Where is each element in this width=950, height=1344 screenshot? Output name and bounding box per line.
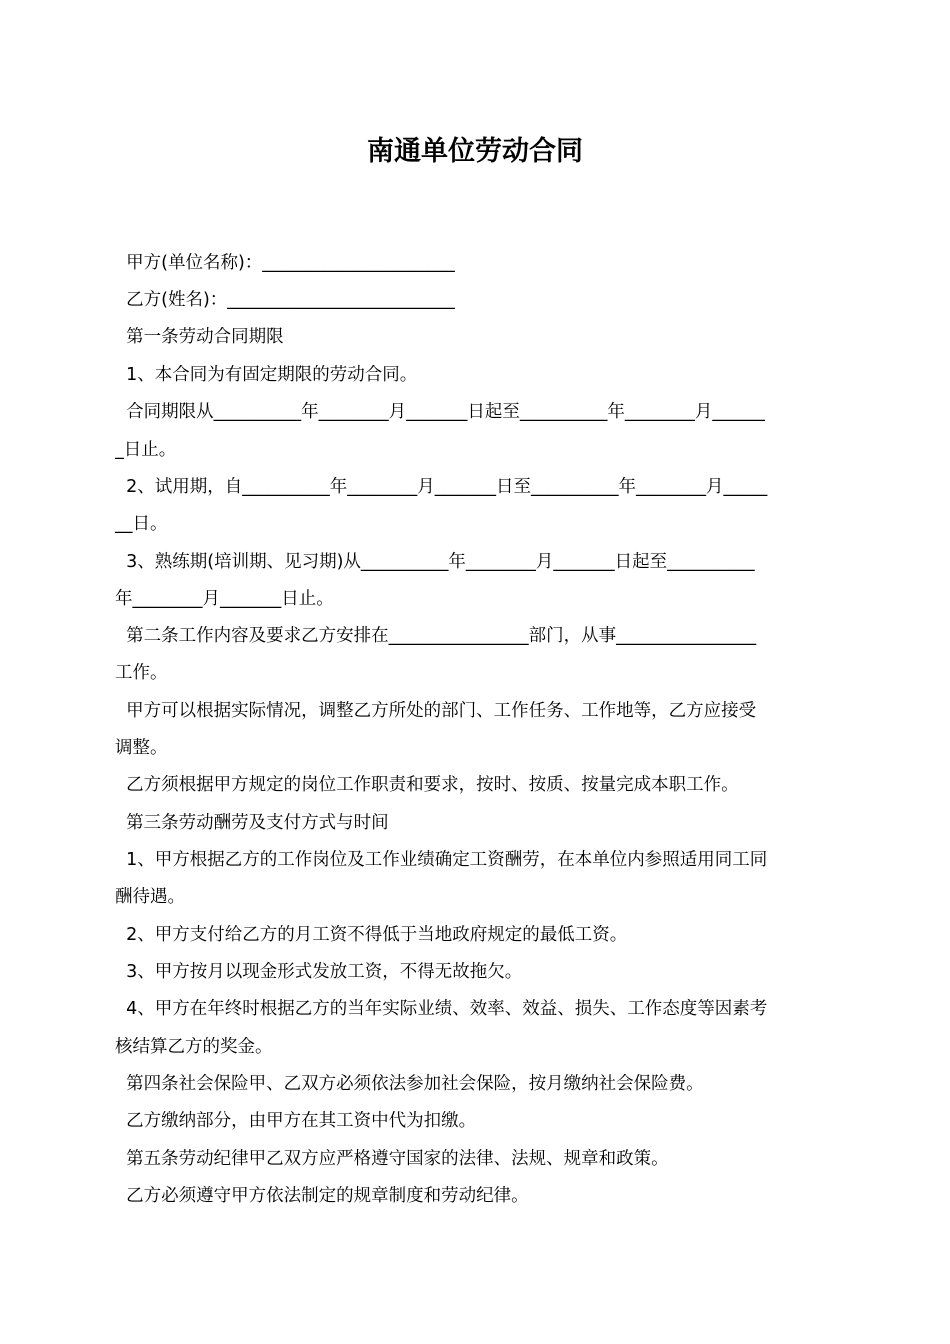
article-4-heading: 第四条社会保险甲、乙双方必须依法参加社会保险，按月缴纳社会保险费。 (115, 1074, 704, 1094)
article-5-heading: 第五条劳动纪律甲乙双方应严格遵守国家的法律、法规、规章和政策。 (115, 1149, 669, 1169)
paragraph-line: 2、试用期，自__________年________月_______日至__________年________月_____ (115, 477, 768, 497)
paragraph-line: 3、熟练期(培训期、见习期)从__________年________月_______日起至__________ (115, 552, 755, 572)
paragraph-line: 乙方必须遵守甲方依法制定的规章制度和劳动纪律。 (115, 1186, 529, 1206)
paragraph-line: 调整。 (115, 738, 168, 758)
paragraph-line: _日止。 (115, 440, 177, 460)
paragraph-line: 核结算乙方的奖金。 (115, 1037, 273, 1057)
paragraph-line: 合同期限从__________年________月_______日起至__________年________月______ (115, 402, 765, 422)
paragraph-line: __日。 (115, 514, 168, 534)
paragraph-line: 甲方可以根据实际情况，调整乙方所处的部门、工作任务、工作地等，乙方应接受 (115, 701, 757, 721)
paragraph-line: 乙方缴纳部分，由甲方在其工资中代为扣缴。 (115, 1111, 477, 1131)
article-2-heading: 第二条工作内容及要求乙方安排在________________部门，从事________________ (115, 626, 757, 646)
paragraph-line: 年________月_______日止。 (115, 589, 334, 609)
paragraph-line: 2、甲方支付给乙方的月工资不得低于当地政府规定的最低工资。 (115, 925, 628, 945)
paragraph-line: 1、本合同为有固定期限的劳动合同。 (115, 365, 418, 385)
paragraph-line: 4、甲方在年终时根据乙方的当年实际业绩、效率、效益、损失、工作态度等因素考 (115, 999, 768, 1019)
paragraph-line: 乙方须根据甲方规定的岗位工作职责和要求，按时、按质、按量完成本职工作。 (115, 775, 739, 795)
party-b-field: 乙方(姓名)：__________________________ (115, 290, 455, 310)
paragraph-line: 1、甲方根据乙方的工作岗位及工作业绩确定工资酬劳，在本单位内参照适用同工同 (115, 850, 768, 870)
paragraph-line: 工作。 (115, 663, 168, 683)
paragraph-line: 3、甲方按月以现金形式发放工资，不得无故拖欠。 (115, 962, 523, 982)
article-1-heading: 第一条劳动合同期限 (115, 327, 284, 347)
page-title: 南通单位劳动合同 (367, 136, 583, 167)
party-a-field: 甲方(单位名称)：______________________ (115, 253, 455, 273)
paragraph-line: 酬待遇。 (115, 887, 185, 907)
article-3-heading: 第三条劳动酬劳及支付方式与时间 (115, 813, 389, 833)
